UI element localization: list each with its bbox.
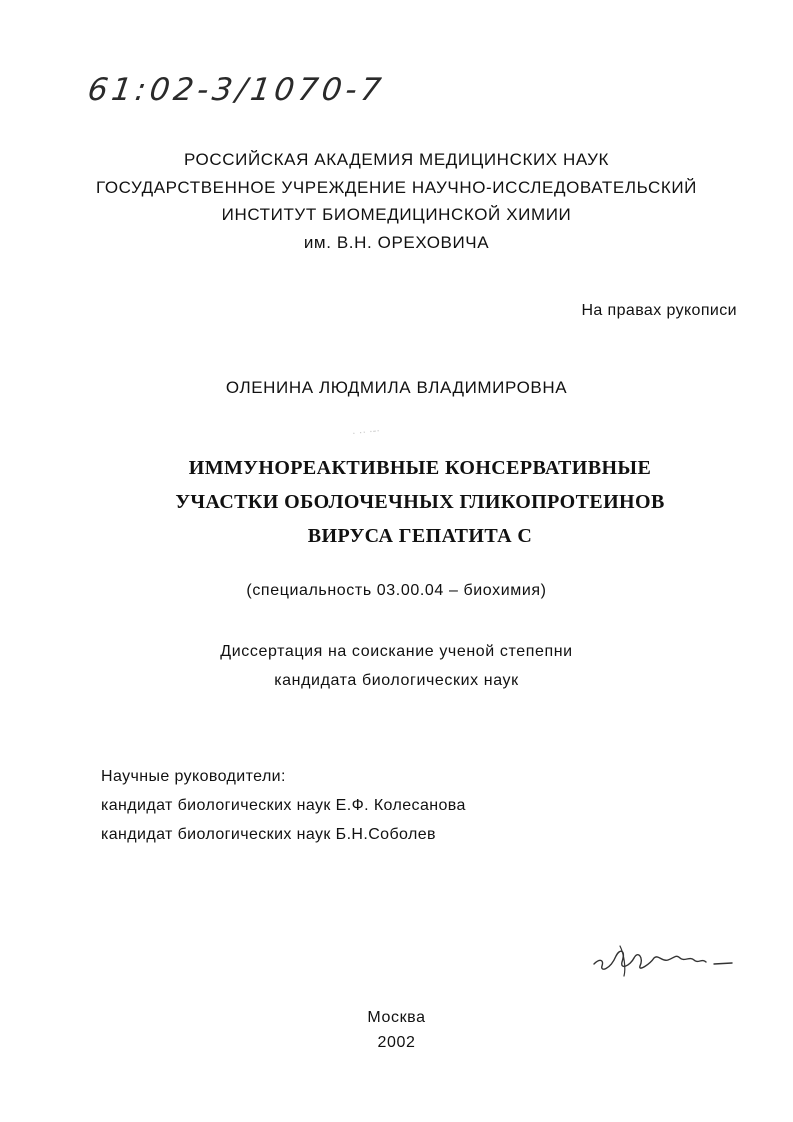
supervisor-1: кандидат биологических наук Е.Ф. Колесанова bbox=[101, 797, 466, 814]
supervisors-heading: Научные руководители: bbox=[101, 768, 286, 785]
handwritten-signature bbox=[590, 936, 740, 986]
year: 2002 bbox=[377, 1034, 416, 1051]
author-name: ОЛЕНИНА ЛЮДМИЛА ВЛАДИМИРОВНА bbox=[225, 378, 568, 397]
dissertation-title bbox=[0, 451, 793, 553]
title-line-3: ВИРУСА ГЕПАТИТА С bbox=[307, 525, 533, 547]
institution-line-1: РОССИЙСКАЯ АКАДЕМИЯ МЕДИЦИНСКИХ НАУК bbox=[183, 150, 609, 169]
degree-line-1: Диссертация на соискание ученой степепни bbox=[220, 643, 573, 660]
faint-stamp-mark: · ·· ·-· bbox=[351, 424, 381, 440]
city: Москва bbox=[367, 1009, 426, 1026]
specialty-line: (специальность 03.00.04 – биохимия) bbox=[246, 582, 547, 599]
supervisor-2: кандидат биологических наук Б.Н.Соболев bbox=[101, 826, 436, 843]
institution-line-4: им. В.Н. ОРЕХОВИЧА bbox=[303, 232, 490, 252]
degree-line-2: кандидата биологических наук bbox=[274, 672, 519, 689]
supervisors-block bbox=[101, 762, 466, 849]
institution-block bbox=[0, 146, 793, 256]
degree-block bbox=[0, 637, 793, 695]
title-line-1: ИММУНОРЕАКТИВНЫЕ КОНСЕРВАТИВНЫЕ bbox=[188, 457, 652, 479]
title-line-2: УЧАСТКИ ОБОЛОЧЕЧНЫХ ГЛИКОПРОТЕИНОВ bbox=[175, 491, 665, 513]
library-call-number: 61:02-3/1070-7 bbox=[85, 72, 388, 108]
institution-line-3: ИНСТИТУТ БИОМЕДИЦИНСКОЙ ХИМИИ bbox=[221, 205, 572, 224]
rights-note: На правах рукописи bbox=[581, 302, 737, 319]
institution-line-2: ГОСУДАРСТВЕННОЕ УЧРЕЖДЕНИЕ НАУЧНО-ИССЛЕДОВАТЕЛЬСКИЙ bbox=[95, 177, 697, 197]
